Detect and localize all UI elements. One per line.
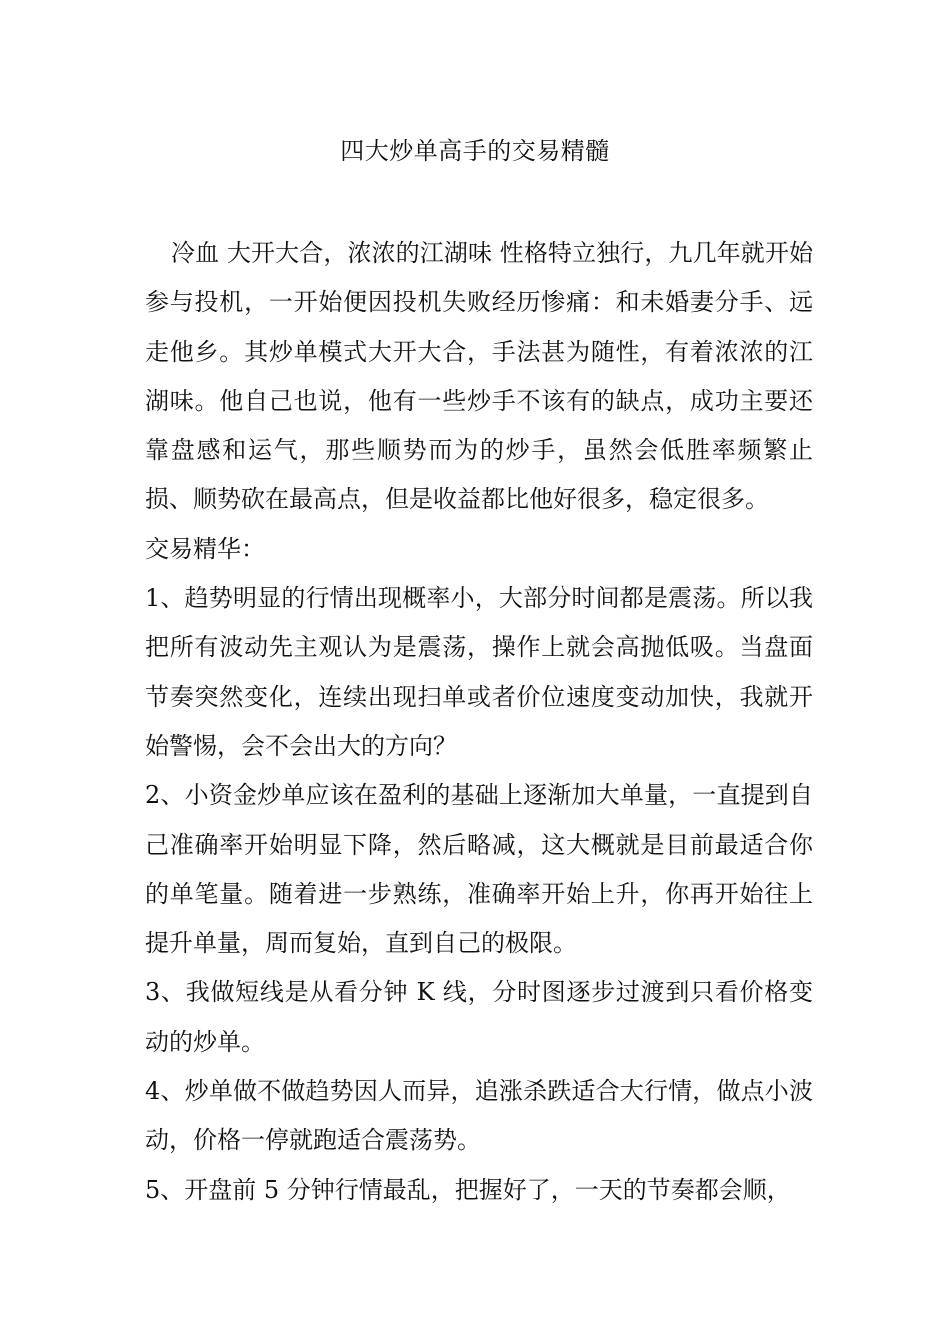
list-item-5: 5、开盘前 5 分钟行情最乱，把握好了，一天的节奏都会顺， [145,1175,791,1204]
section-heading: 交易精华： [145,534,265,563]
list-item-1: 1、趋势明显的行情出现概率小，大部分时间都是震荡。所以我把所有波动先主观认为是震荡，操作上就会高抛低吸。当盘面节奏突然变化，连续出现扫单或者价位速度变动加快，我就开始警惕，会不会出大的方向？ [145,584,813,760]
document-title: 四大炒单高手的交易精髓 [340,137,610,165]
list-item-3: 3、我做短线是从看分钟 K 线，分时图逐步过渡到只看价格变动的炒单。 [145,978,813,1056]
intro-paragraph: 冷血 大开大合，浓浓的江湖味 性格特立独行，九几年就开始参与投机，一开始便因投机失败经历惨痛：和未婚妻分手、远走他乡。其炒单模式大开大合，手法甚为随性，有着浓浓的江湖味。他自己也说，他有一些炒手不该有的缺点，成功主要还靠盘感和运气，那些顺势而为的炒手，虽然会低胜率频繁止损、顺势砍在最高点，但是收益都比他好很多，稳定很多。 [145,239,813,514]
list-item-4: 4、炒单做不做趋势因人而异，追涨杀跌适合大行情，做点小波动，价格一停就跑适合震荡势。 [145,1077,813,1155]
document-body [145,229,813,1215]
list-item-2: 2、小资金炒单应该在盈利的基础上逐渐加大单量，一直提到自己准确率开始明显下降，然后略减，这大概就是目前最适合你的单笔量。随着进一步熟练，准确率开始上升，你再开始往上提升单量，周而复始，直到自己的极限。 [145,781,813,958]
